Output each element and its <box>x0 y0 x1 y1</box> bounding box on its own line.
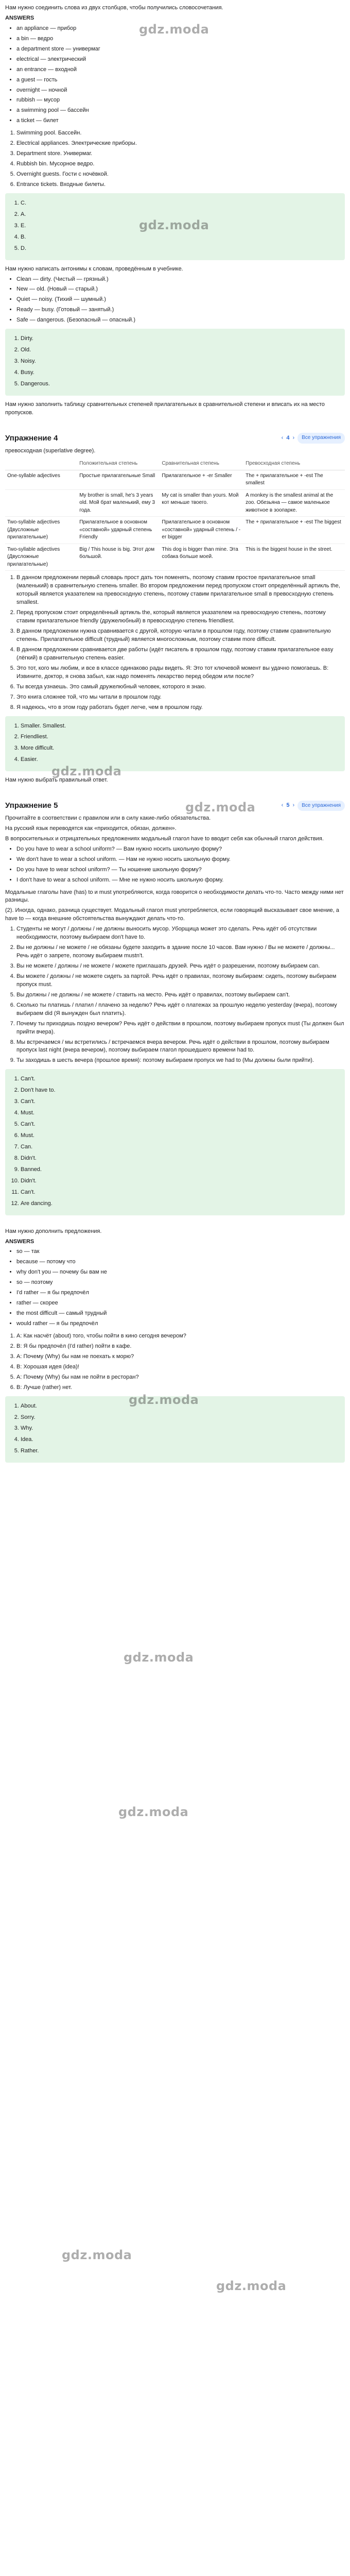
answer-list <box>10 199 340 253</box>
list-item: • so — поэтому <box>16 1279 345 1287</box>
table-cell: This is the biggest house in the street. <box>243 544 345 571</box>
watermark: gdz.moda <box>139 22 209 37</box>
table-cell <box>5 489 77 517</box>
ex-prev-pairs <box>5 25 345 125</box>
prev-arrow-icon[interactable]: ‹ <box>281 434 284 441</box>
list-item: 2. B: Я бы предпочёл (I'd rather) пойти в кафе. <box>16 1343 345 1351</box>
table-cell: Прилагательное + -er Smaller <box>160 470 243 489</box>
exercise-number: 4 <box>286 434 290 441</box>
all-exercises-button[interactable]: Все упражнения <box>297 801 345 811</box>
list-item: • Safe — dangerous. (Безопасный — опасный.) <box>16 316 345 325</box>
list-item: • Do you have to wear a school uniform? — Вам нужно носить школьную форму? <box>16 845 345 854</box>
ex4-footer: Нам нужно выбрать правильный ответ. <box>5 777 108 784</box>
comparison-table <box>5 458 345 571</box>
prev-arrow-icon[interactable]: ‹ <box>281 802 284 809</box>
list-item: 10. Didn't. <box>21 1177 340 1185</box>
next-arrow-icon[interactable]: › <box>292 434 295 441</box>
list-item: 4. B: Хорошая идея (idea)! <box>16 1363 345 1371</box>
list-item: 9. Ты заходишь в шесть вечера (прошлое время): поэтому выбираем пропуск we had to (Мы должны были прийти). <box>16 1057 345 1065</box>
ex-prev-answers-label: ANSWERS <box>5 14 34 21</box>
list-item: 1. Студенты не могут / должны / не должны выносить мусор. Уборщица может это сделать. Речь идёт об отсутствии необходимости, поэтому выбираем don't have to. <box>16 925 345 942</box>
watermark: gdz.moda <box>129 1393 199 1407</box>
table-cell: Прилагательное в основном «составной» ударный степень Friendly <box>77 517 160 544</box>
ex5-intro: Прочитайте в соответствии с правилом или в силу какие-либо обязательства. <box>5 815 211 821</box>
list-item: 8. Мы встречаемся / мы встретились / встречаемся вчера вечером. Речь идёт о действии в прошлом, поэтому выбираем пропуск last night (вчера вечером), поэтому выбираем глагол прошедшего времени had to. <box>16 1039 345 1055</box>
list-item: • I don't have to wear a school uniform. — Мне не нужно носить школьную форму. <box>16 876 345 885</box>
answer-list <box>10 1075 340 1208</box>
watermark: gdz.moda <box>139 218 209 232</box>
list-item: • would rather — я бы предпочёл <box>16 1320 345 1328</box>
list-item: 2. Перед пропуском стоит определённый артикль the, который является указателем на превосходную степень, поэтому ставим прилагательное friendly (дружелюбный) в превосходную степень friendliest. <box>16 609 345 625</box>
list-item: 3. Noisy. <box>21 358 340 366</box>
list-item: • We don't have to wear a school uniform. — Нам не нужно носить школьную форму. <box>16 856 345 864</box>
ex5-header <box>5 800 345 811</box>
watermark: gdz.moda <box>51 764 122 778</box>
list-item: 5. Rather. <box>21 1447 340 1455</box>
list-item: 5. Вы должны / не должны / не можете / ставить на место. Речь идёт о правилах, поэтому выбираем can't. <box>16 991 345 999</box>
list-item: • a guest — гость <box>16 76 345 84</box>
ex4-nav <box>282 433 345 444</box>
ex5-nav <box>282 801 345 811</box>
list-item: • New — old. (Новый — старый.) <box>16 285 345 294</box>
list-item: 1. About. <box>21 1402 340 1411</box>
table-cell: One-syllable adjectives <box>5 470 77 489</box>
table-cell: Two-syllable adjectives (Двусложные прилагательные) <box>5 517 77 544</box>
list-item: 3. В данном предложении нужна сравнивается с другой, которую читали в прошлом году, поэтому ставим сравнительную степень. Прилагательное difficult (трудный) является многосложным, поэтому ставим more difficult. <box>16 628 345 644</box>
all-exercises-button[interactable]: Все упражнения <box>297 433 345 444</box>
list-item: 1. Smaller. Smallest. <box>21 722 340 731</box>
list-item: 6. Ты всегда узнаешь. Это самый дружелюбный человек, которого я знаю. <box>16 683 345 691</box>
list-item: 2. Don't have to. <box>21 1087 340 1095</box>
ex5-answers <box>5 925 345 1065</box>
ex6-pairs <box>5 1248 345 1328</box>
ex6-intro: Нам нужно дополнить предложения. <box>5 1228 102 1234</box>
table-cell: This dog is bigger than mine. Эта собака больше моей. <box>160 544 243 571</box>
list-item: 3. Can't. <box>21 1098 340 1106</box>
list-item: 6. Сколько ты платишь / платил / плачено за неделю? Речь идёт о платежах за прошлую неделю yesterday (вчера), поэтому выбираем did (Я вынужден был платить). <box>16 1002 345 1018</box>
list-item: • a ticket — билет <box>16 117 345 125</box>
list-item: 11. Can't. <box>21 1189 340 1197</box>
ex5-intro3: В вопросительных и отрицательных предложениях модальный глагол have to вводит себя как обычный глагол действия. <box>5 835 324 842</box>
list-item: • Quiet — noisy. (Тихий — шумный.) <box>16 296 345 304</box>
table-cell: Прилагательное в основном «составной» ударный степень / -er bigger <box>160 517 243 544</box>
table-row <box>5 489 345 517</box>
table-header: Превосходная степень <box>243 458 345 470</box>
list-item: 2. A. <box>21 211 340 219</box>
table-header: Сравнительная степень <box>160 458 243 470</box>
list-item: 4. Must. <box>21 1109 340 1117</box>
next-arrow-icon[interactable]: › <box>292 802 295 809</box>
list-item: 3. More difficult. <box>21 744 340 753</box>
ex6-qa <box>5 1332 345 1392</box>
list-item: 7. Почему ты приходишь поздно вечером? Речь идёт о действии в прошлом, поэтому выбираем пропуск must (Ты должен был прийти вчера). <box>16 1020 345 1037</box>
list-item: • rubbish — мусор <box>16 96 345 105</box>
watermark: gdz.moda <box>118 1805 189 1819</box>
antonyms-answer-box <box>5 329 345 396</box>
table-header <box>5 458 77 470</box>
list-item: 4. В данном предложении сравнивается две работы (идёт писатель в прошлом году, поэтому ставим прилагательное easy (лёгкий) в сравнительную степень easier. <box>16 646 345 663</box>
list-item: 7. Can. <box>21 1143 340 1151</box>
list-item: • Clean — dirty. (Чистый — грязный.) <box>16 276 345 284</box>
list-item: 1. Can't. <box>21 1075 340 1083</box>
ex5-intro2: На русский язык переводятся как «приходится, обязан, должен». <box>5 825 177 832</box>
exercise-number: 5 <box>286 802 290 809</box>
list-item: 5. A: Почему (Why) бы нам не пойти в ресторан? <box>16 1374 345 1382</box>
table-header: Положительная степень <box>77 458 160 470</box>
list-item: • a swimming pool — бассейн <box>16 107 345 115</box>
table-cell: My brother is small, he's 3 years old. Мой брат маленький, ему 3 года. <box>77 489 160 517</box>
list-item: 4. Rubbish bin. Мусорное ведро. <box>16 160 345 168</box>
table-cell: The + прилагательное + -est The smallest <box>243 470 345 489</box>
list-item: 12. Are dancing. <box>21 1200 340 1208</box>
list-item: 1. В данном предложении первый словарь прост дать тон поменять, поэтому ставим простое прилагательное small (маленький) в сравнительную степень smaller. Во втором предложении перед пропуском стоит определённый артикль the, который является указателем на превосходную степень, поэтому ставим прилагательное small в превосходную степень smallest. <box>16 574 345 607</box>
ex4-header <box>5 433 345 444</box>
watermark: gdz.moda <box>185 800 256 815</box>
antonyms-intro: Нам нужно написать антонимы к словам, проведённым в учебнике. <box>5 265 183 272</box>
list-item: • Do you have to wear school uniform? — Ты ношение школьную форму? <box>16 866 345 874</box>
list-item: 3. Why. <box>21 1425 340 1433</box>
ex6-answers-label: ANSWERS <box>5 1238 34 1245</box>
table-row <box>5 470 345 489</box>
ex4-section <box>0 422 350 790</box>
list-item: 3. E. <box>21 222 340 230</box>
list-item: 5. Это тот, кого мы любим, и все в классе одинаково рады видеть. Я: Это тот ключевой момент вы удачно помогаешь. В: Извините, доктор, я снова забыл, как надо поменять лекарство перед обедом или после? <box>16 665 345 681</box>
ex4-title: Упражнение 4 <box>5 433 58 443</box>
ex6-section <box>0 1224 350 1471</box>
ex5-rule2: (2). Иногда, однако, разница существует. Модальный глагол must употребляется, если говорящий высказывает свое мнение, а have to — когда внешние обстоятельства вынуждают делать что-то. <box>5 907 339 922</box>
list-item: • overnight — ночной <box>16 87 345 95</box>
ex-prev-intro: Нам нужно соединить слова из двух столбцов, чтобы получились словосочетания. <box>5 5 223 11</box>
ex5-rule: Модальные глаголы have (has) to и must употребляются, когда говорится о необходимости делать что-то. Часто между ними нет разницы. <box>5 889 344 904</box>
list-item: 1. Dirty. <box>21 335 340 343</box>
list-item: • an appliance — прибор <box>16 25 345 33</box>
list-item: 2. Sorry. <box>21 1414 340 1422</box>
watermark: gdz.moda <box>124 1650 194 1665</box>
ex6-answer-box <box>5 1396 345 1463</box>
list-item: 4. Вы можете / должны / не можете сидеть за партой. Речь идёт о правилах, поэтому выбираем: сидеть, поэтому выбираем пропуск must. <box>16 973 345 989</box>
list-item: • so — так <box>16 1248 345 1256</box>
list-item: • why don't you — почему бы вам не <box>16 1268 345 1277</box>
list-item: 4. Busy. <box>21 369 340 377</box>
list-item: 1. A: Как насчёт (about) того, чтобы пойти в кино сегодня вечером? <box>16 1332 345 1341</box>
list-item: • electrical — электрический <box>16 56 345 64</box>
table-row <box>5 517 345 544</box>
ex4-notes <box>5 574 345 711</box>
watermark: gdz.moda <box>62 2248 132 2262</box>
ex-prev-section <box>0 0 350 422</box>
list-item: 5. Overnight guests. Гости с ночёвкой. <box>16 171 345 179</box>
antonyms-pairs <box>5 276 345 325</box>
list-item: 2. Вы не должны / не можете / не обязаны будете заходить в здание после 10 часов. Вам нужно / Вы не можете / должны... Речь идёт о запрете, поэтому выбираем mustn't. <box>16 944 345 960</box>
antonyms-after: Нам нужно заполнить таблицу сравнительных степеней прилагательных в сравнительной степени и вписать их на место пропусков. <box>5 401 325 416</box>
table-row <box>5 544 345 571</box>
watermark: gdz.moda <box>216 2279 287 2293</box>
list-item: 3. A: Почему (Why) бы нам не поехать к морю? <box>16 1353 345 1361</box>
table-cell: My cat is smaller than yours. Мой кот меньше твоего. <box>160 489 243 517</box>
answer-list <box>10 722 340 765</box>
list-item: 6. Must. <box>21 1132 340 1140</box>
list-item: 8. Didn't. <box>21 1155 340 1163</box>
list-item: • a department store — универмаг <box>16 45 345 54</box>
list-item: • rather — скорее <box>16 1299 345 1308</box>
list-item: 4. Idea. <box>21 1436 340 1444</box>
list-item: 5. Can't. <box>21 1121 340 1129</box>
ex5-section <box>0 790 350 1223</box>
list-item: 7. Это книга сложнее той, что мы читали в прошлом году. <box>16 693 345 702</box>
ex-prev-answer-box <box>5 193 345 260</box>
list-item: 3. Department store. Универмаг. <box>16 150 345 158</box>
table-cell: The + прилагательное + -est The biggest <box>243 517 345 544</box>
list-item: 4. B. <box>21 233 340 242</box>
table-cell: Простые прилагательные Small <box>77 470 160 489</box>
ex5-title: Упражнение 5 <box>5 801 58 810</box>
table-header-row <box>5 458 345 470</box>
list-item: 4. Easier. <box>21 756 340 764</box>
list-item: • an entrance — входной <box>16 66 345 74</box>
table-cell: A monkey is the smallest animal at the zoo. Обезьяна — самое маленькое животное в зоопарке. <box>243 489 345 517</box>
list-item: • the most difficult — самый трудный <box>16 1310 345 1318</box>
list-item: 5. Dangerous. <box>21 380 340 388</box>
ex4-subtitle: превосходная (superlative degree). <box>5 447 96 454</box>
list-item: • Ready — busy. (Готовый — занятый.) <box>16 306 345 314</box>
list-item: 5. D. <box>21 245 340 253</box>
table-cell: Two-syllable adjectives (Двусложные прилагательные) <box>5 544 77 571</box>
list-item: 6. B: Лучше (rather) нет. <box>16 1384 345 1392</box>
list-item: • a bin — ведро <box>16 35 345 43</box>
list-item: 1. C. <box>21 199 340 208</box>
ex4-answer-box <box>5 716 345 772</box>
list-item: 2. Old. <box>21 346 340 354</box>
list-item: 3. Вы не можете / должны / не можете / можете приглашать друзей. Речь идёт о разрешении, поэтому выбираем can. <box>16 962 345 971</box>
answer-list <box>10 1402 340 1456</box>
list-item: 6. Entrance tickets. Входные билеты. <box>16 181 345 189</box>
ex-prev-combos <box>5 129 345 189</box>
list-item: • I'd rather — я бы предпочёл <box>16 1289 345 1297</box>
list-item: 2. Friendliest. <box>21 733 340 741</box>
answer-list <box>10 335 340 388</box>
ex5-answer-box <box>5 1069 345 1215</box>
list-item: 2. Electrical appliances. Электрические приборы. <box>16 140 345 148</box>
ex5-sentences <box>5 845 345 885</box>
table-cell: Big / This house is big. Этот дом большой. <box>77 544 160 571</box>
list-item: 1. Swimming pool. Бассейн. <box>16 129 345 138</box>
list-item: 8. Я надеюсь, что в этом году работать будет легче, чем в прошлом году. <box>16 704 345 712</box>
list-item: 9. Banned. <box>21 1166 340 1174</box>
list-item: • because — потому что <box>16 1258 345 1266</box>
